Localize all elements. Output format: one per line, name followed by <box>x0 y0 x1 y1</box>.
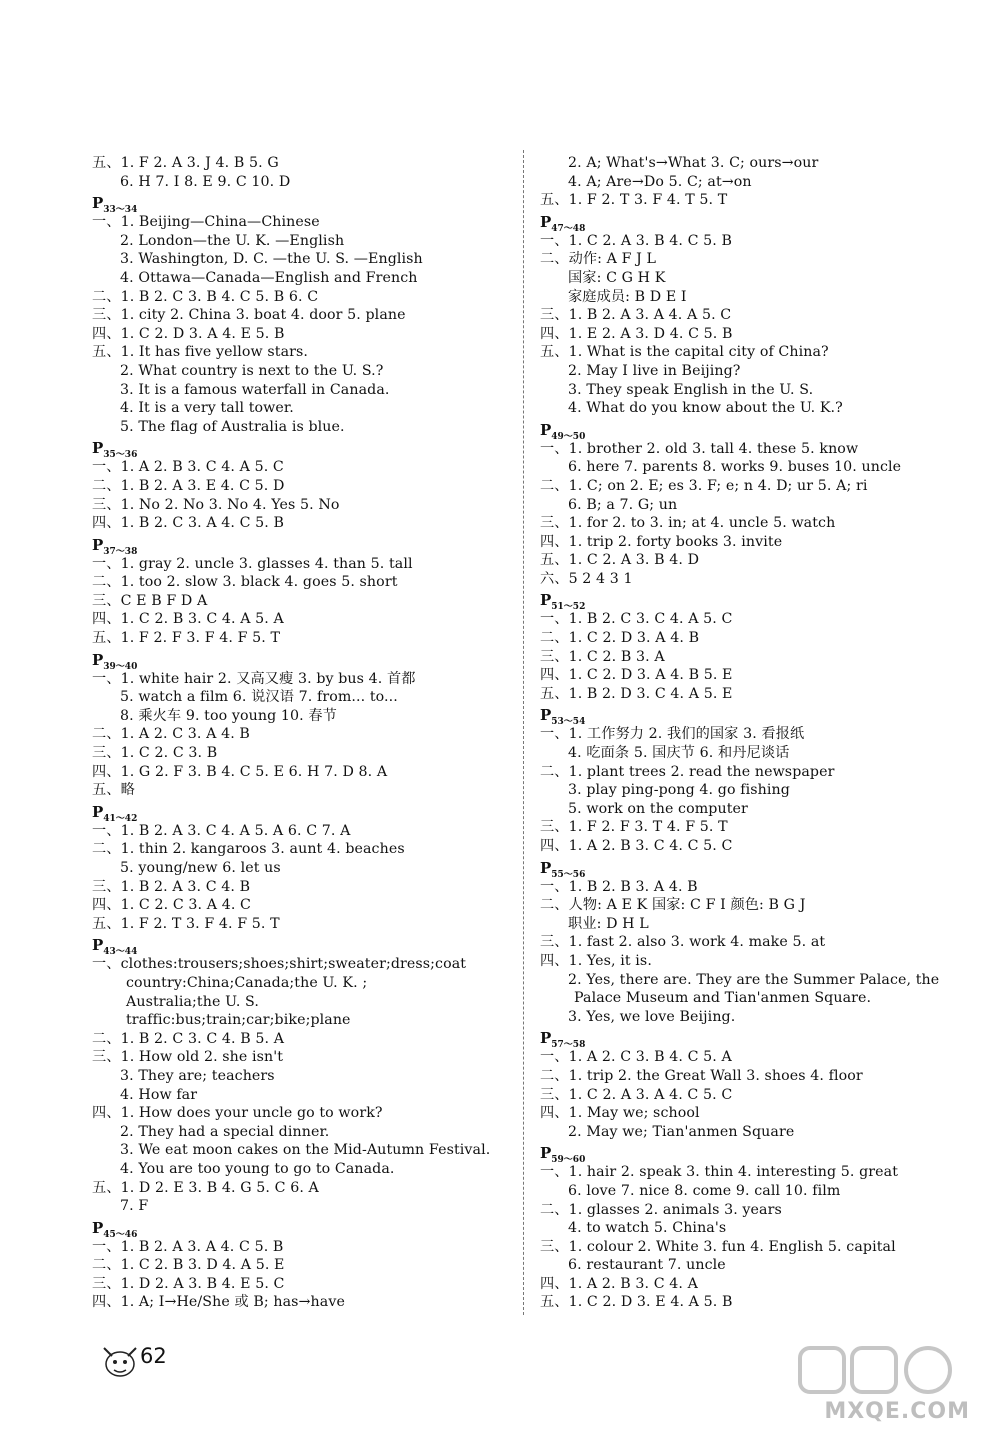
answer-line: 一、1. A 2. B 3. C 4. A 5. C <box>92 459 284 476</box>
answer-line: 2. They had a special dinner. <box>120 1123 330 1140</box>
page-range: 57～58 <box>551 1040 586 1051</box>
answer-line: 三、1. colour 2. White 3. fun 4. English 5. capital <box>540 1238 896 1255</box>
answer-line: 二、1. trip 2. the Great Wall 3. shoes 4. floor <box>540 1067 863 1084</box>
answer-line: 三、1. C 2. A 3. A 4. C 5. C <box>540 1086 733 1103</box>
answer-line: 二、1. B 2. A 3. E 4. C 5. D <box>92 477 285 494</box>
answer-line: 二、人物: A E K 国家: C F I 颜色: B G J <box>540 897 806 914</box>
answer-line: 4. It is a very tall tower. <box>120 400 294 417</box>
answer-line: 职业: D H L <box>568 915 649 932</box>
page-label: P <box>92 1218 104 1237</box>
answer-line: 家庭成员: B D E I <box>568 288 687 305</box>
watermark-logo-icon <box>760 1342 970 1402</box>
answer-line: 三、1. F 2. F 3. T 4. F 5. T <box>540 819 728 836</box>
answer-line: 3. They are; teachers <box>120 1067 275 1084</box>
answer-line: 四、1. A 2. B 3. C 4. C 5. C <box>540 838 733 854</box>
answer-line: 一、1. white hair 2. 又高又瘦 3. by bus 4. 首都 <box>92 670 416 687</box>
answer-line: 二、1. too 2. slow 3. black 4. goes 5. short <box>92 574 398 591</box>
answer-line: 二、1. C 2. B 3. D 4. A 5. E <box>92 1257 285 1274</box>
answer-line: 四、1. trip 2. forty books 3. invite <box>540 533 783 550</box>
page-range: 59～60 <box>551 1155 586 1166</box>
answer-line: 四、1. May we; school <box>540 1105 700 1122</box>
answer-line: 6. B; a 7. G; un <box>568 496 678 513</box>
page-range-heading <box>92 191 512 216</box>
page-range: 33～34 <box>103 205 138 216</box>
answer-line: 6. love 7. nice 8. come 9. call 10. film <box>568 1182 841 1199</box>
page-range: 47～48 <box>551 223 586 234</box>
answer-line: 一、1. B 2. A 3. A 4. C 5. B <box>92 1238 284 1255</box>
page-range: 55～56 <box>551 869 586 880</box>
page-range: 45～46 <box>103 1229 138 1240</box>
page-range-heading <box>540 588 960 613</box>
answer-line: 6. H 7. I 8. E 9. C 10. D <box>120 173 291 190</box>
answer-line: 3. Washington, D. C. —the U. S. —English <box>120 251 423 268</box>
answer-line: 一、1. Beijing—China—Chinese <box>92 214 320 231</box>
answer-line: 2. What country is next to the U. S.? <box>120 362 384 379</box>
answer-line: 3. It is a famous waterfall in Canada. <box>120 381 390 398</box>
page-range-heading <box>540 1026 960 1051</box>
answer-line: 一、1. C 2. A 3. B 4. C 5. B <box>540 232 733 249</box>
answer-line: 五、1. C 2. A 3. B 4. D <box>540 552 700 569</box>
answer-line: 五、1. F 2. T 3. F 4. T 5. T <box>540 192 728 209</box>
page-label: P <box>92 535 104 554</box>
answer-line: 三、1. B 2. A 3. A 4. A 5. C <box>540 307 732 324</box>
page-range-heading <box>92 533 512 555</box>
answer-line: 四、1. A; I→He/She 或 B; has→have <box>92 1294 345 1311</box>
answer-line: 六、5 2 4 3 1 <box>540 570 633 587</box>
answer-line: 4. You are too young to go to Canada. <box>120 1160 395 1177</box>
answer-line: 三、1. D 2. A 3. B 4. E 5. C <box>92 1275 285 1292</box>
answer-line: 五、1. It has five yellow stars. <box>92 344 309 361</box>
column-divider <box>523 150 524 1315</box>
page-label: P <box>540 706 552 725</box>
page-label: P <box>540 1029 552 1048</box>
answer-line: Australia;the U. S. <box>126 993 259 1010</box>
answer-line: 一、1. gray 2. uncle 3. glasses 4. than 5. tall <box>92 555 413 572</box>
answer-line: 五、1. D 2. E 3. B 4. G 5. C 6. A <box>92 1179 319 1196</box>
page-label: P <box>92 802 104 821</box>
answer-line: 四、1. B 2. C 3. A 4. C 5. B <box>92 515 285 532</box>
answer-line: 一、1. B 2. B 3. A 4. B <box>540 878 698 895</box>
answer-line: 4. How far <box>120 1086 198 1103</box>
answer-line: 三、1. How old 2. she isn't <box>92 1049 284 1066</box>
page-number-badge <box>98 1338 167 1378</box>
answer-line: 6. here 7. parents 8. works 9. buses 10. uncle <box>568 459 902 476</box>
answer-line: 五、1. What is the capital city of China? <box>540 344 829 361</box>
answer-line: 5. watch a film 6. 说汉语 7. from... to... <box>120 689 398 706</box>
answer-column-left <box>92 154 512 1312</box>
answer-line: traffic:bus;train;car;bike;plane <box>126 1012 351 1029</box>
answer-line: 二、1. A 2. C 3. A 4. B <box>92 726 250 743</box>
answer-line: 4. What do you know about the U. K.? <box>568 400 843 417</box>
answer-line: 四、1. G 2. F 3. B 4. C 5. E 6. H 7. D 8. A <box>92 763 388 780</box>
page-label: P <box>92 936 104 955</box>
answer-line: 一、1. brother 2. old 3. tall 4. these 5. know <box>540 440 859 457</box>
answer-line: 五、1. F 2. A 3. J 4. B 5. G <box>92 155 279 171</box>
answer-line: 4. to watch 5. China's <box>568 1220 727 1237</box>
answer-line: Palace Museum and Tian'anmen Square. <box>574 990 872 1007</box>
answer-line: 5. young/new 6. let us <box>120 860 281 876</box>
page-label: P <box>92 194 104 213</box>
answer-line: 三、1. for 2. to 3. in; at 4. uncle 5. watch <box>540 515 836 532</box>
answer-line: 2. Yes, there are. They are the Summer Palace, the <box>568 971 940 988</box>
answer-line: 5. The flag of Australia is blue. <box>120 418 345 435</box>
page-label: P <box>540 591 552 610</box>
answer-line: 二、1. B 2. C 3. B 4. C 5. B 6. C <box>92 288 319 305</box>
answer-line: 4. Ottawa—Canada—English and French <box>120 269 418 286</box>
answer-column-right <box>540 154 960 1312</box>
answer-line: 二、动作: A F J L <box>540 251 657 268</box>
watermark <box>760 1342 970 1424</box>
answer-line: 四、1. C 2. C 3. A 4. C <box>92 897 252 914</box>
page-label: P <box>92 650 104 669</box>
page-range: 43～44 <box>103 947 138 958</box>
answer-line: 三、C E B F D A <box>92 592 208 609</box>
answer-line: 7. F <box>120 1198 149 1215</box>
answer-line: 一、1. B 2. C 3. C 4. A 5. C <box>540 611 733 628</box>
answer-line: 国家: C G H K <box>568 269 666 286</box>
answer-line: 4. 吃面条 5. 国庆节 6. 和丹尼谈话 <box>568 745 790 762</box>
page-label: P <box>540 212 552 231</box>
answer-line: 四、1. How does your uncle go to work? <box>92 1105 383 1122</box>
answer-line: 3. We eat moon cakes on the Mid-Autumn Festival. <box>120 1142 491 1159</box>
answer-line: 3. They speak English in the U. S. <box>568 381 814 398</box>
page-range: 53～54 <box>551 717 586 728</box>
answer-line: 3. Yes, we love Beijing. <box>568 1008 736 1025</box>
page-label: P <box>540 858 552 877</box>
answer-line: 二、1. plant trees 2. read the newspaper <box>540 763 835 780</box>
page-range-heading <box>92 436 512 461</box>
answer-line: 二、1. glasses 2. animals 3. years <box>540 1201 782 1218</box>
answer-line: 五、1. C 2. D 3. E 4. A 5. B <box>540 1294 733 1311</box>
answer-line: 3. play ping-pong 4. go fishing <box>568 782 790 799</box>
page-range-heading <box>540 210 960 232</box>
answer-line: 三、1. No 2. No 3. No 4. Yes 5. No <box>92 496 340 513</box>
page-label: P <box>92 439 104 458</box>
answer-line: 三、1. C 2. C 3. B <box>92 745 218 762</box>
answer-line: 三、1. fast 2. also 3. work 4. make 5. at <box>540 934 826 951</box>
answer-line: 4. A; Are→Do 5. C; at→on <box>568 173 752 190</box>
answer-line: 一、1. 工作努力 2. 我们的国家 3. 看报纸 <box>540 726 805 743</box>
answer-line: 四、1. C 2. D 3. A 4. B 5. E <box>540 667 733 684</box>
answer-line: 二、1. C; on 2. E; es 3. F; e; n 4. D; ur 5. A; ri <box>540 477 868 494</box>
answer-line: 四、1. A 2. B 3. C 4. A <box>540 1275 698 1292</box>
page-range-heading <box>540 703 960 728</box>
answer-line: 四、1. C 2. D 3. A 4. E 5. B <box>92 325 285 342</box>
page-label: P <box>540 1144 552 1163</box>
answer-line: 三、1. C 2. B 3. A <box>540 648 665 665</box>
answer-line: 二、1. thin 2. kangaroos 3. aunt 4. beaches <box>92 841 405 858</box>
watermark-text: MXQE.COM <box>824 1399 970 1424</box>
answer-line: 三、1. city 2. China 3. boat 4. door 5. plane <box>92 307 406 324</box>
answer-line: 一、1. hair 2. speak 3. thin 4. interesting 5. great <box>540 1164 898 1181</box>
answer-line: 五、1. F 2. F 3. F 4. F 5. T <box>92 630 281 647</box>
answer-line: 5. work on the computer <box>568 800 748 817</box>
page-range-heading <box>92 1216 512 1238</box>
answer-line: 一、1. A 2. C 3. B 4. C 5. A <box>540 1049 732 1066</box>
answer-line: 一、clothes:trousers;shoes;shirt;sweater;dress;coat <box>92 956 467 973</box>
page-range: 35～36 <box>103 450 138 461</box>
answer-line: 四、1. C 2. B 3. C 4. A 5. A <box>92 611 284 628</box>
answer-line: 2. London—the U. K. —English <box>120 232 345 249</box>
answer-line: 2. May we; Tian'anmen Square <box>568 1123 795 1140</box>
answer-line: 五、1. B 2. D 3. C 4. A 5. E <box>540 685 733 702</box>
mascot-icon <box>98 1338 142 1380</box>
answer-line: 四、1. Yes, it is. <box>540 952 652 969</box>
answer-line: country:China;Canada;the U. K. ; <box>126 974 368 991</box>
answer-line: 2. May I live in Beijing? <box>568 362 741 379</box>
page-range: 51～52 <box>551 602 586 613</box>
answer-line: 三、1. B 2. A 3. C 4. B <box>92 878 251 895</box>
answer-line: 二、1. C 2. D 3. A 4. B <box>540 630 700 647</box>
page-range-heading <box>540 1141 960 1166</box>
page-range: 37～38 <box>103 546 138 557</box>
page-range-heading <box>540 856 960 878</box>
answer-line: 一、1. B 2. A 3. C 4. A 5. A 6. C 7. A <box>92 822 351 839</box>
page-range: 39～40 <box>103 661 138 672</box>
page-range-heading <box>92 800 512 822</box>
page-range-heading <box>92 933 512 958</box>
answer-line: 五、1. F 2. T 3. F 4. F 5. T <box>92 915 280 932</box>
answer-line: 8. 乘火车 9. too young 10. 春节 <box>120 707 337 724</box>
page-range-heading <box>540 418 960 440</box>
page-range-heading <box>92 648 512 670</box>
page-number: 62 <box>140 1344 167 1368</box>
answer-line: 2. A; What's→What 3. C; ours→our <box>568 155 819 171</box>
answer-line: 二、1. B 2. C 3. C 4. B 5. A <box>92 1030 285 1047</box>
answer-line: 四、1. E 2. A 3. D 4. C 5. B <box>540 325 733 342</box>
page-label: P <box>540 420 552 439</box>
answer-line: 五、略 <box>92 782 135 799</box>
page-range: 41～42 <box>103 813 138 824</box>
page-range: 49～50 <box>551 431 586 442</box>
answer-line: 6. restaurant 7. uncle <box>568 1257 726 1274</box>
